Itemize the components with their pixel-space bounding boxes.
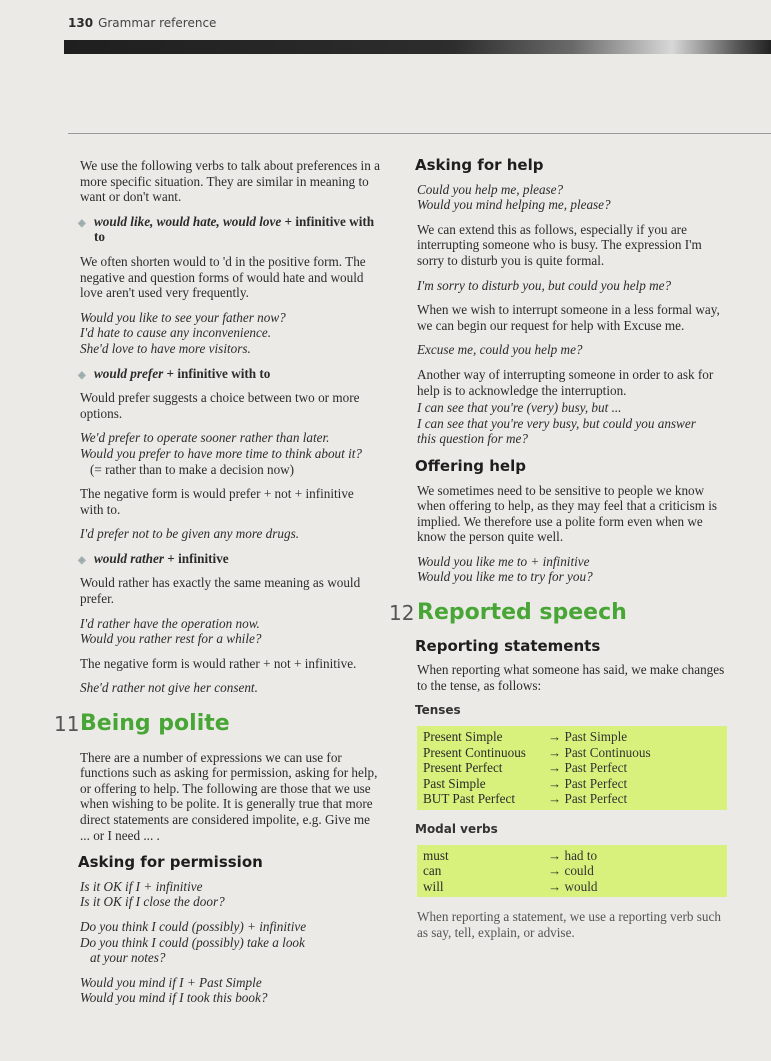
bullet-main: would like, would hate, would love — [94, 213, 282, 229]
modal-from: will — [423, 878, 444, 894]
page-number: 130 — [68, 16, 94, 30]
tense-from: BUT Past Perfect — [423, 791, 516, 807]
example: I'd prefer not to be given any more drugs. — [80, 526, 300, 542]
example: Do you think I could (possibly) + infinitive — [80, 918, 307, 934]
bullet-rest: + infinitive with to — [94, 213, 375, 245]
example: Would you rather rest for a while? — [80, 631, 262, 647]
heading-reporting-statements: Reporting statements — [415, 636, 601, 655]
paragraph: Another way of interrupting someone in order to ask for help is to acknowledge the interruption. — [417, 366, 714, 398]
paragraph: The negative form is would rather + not + infinitive. — [80, 655, 357, 671]
tenses-label: Tenses — [415, 703, 461, 718]
paragraph: Would prefer suggests a choice between two or more options. — [80, 390, 360, 421]
example-block — [80, 526, 380, 542]
modal-to: → could — [548, 863, 594, 879]
example: Would you like me to + infinitive — [417, 553, 590, 569]
paragraph: We often shorten would to 'd in the positive form. The negative and question forms of would hate and would love aren't used very frequently. — [80, 253, 366, 301]
table-row — [423, 729, 721, 745]
bullet-rest: + infinitive with to — [166, 365, 271, 381]
bullet-icon: ◈ — [78, 554, 86, 566]
example-block — [80, 310, 380, 357]
example: Do you think I could (possibly) take a look — [80, 934, 305, 950]
example: Is it OK if I + infinitive — [80, 878, 203, 894]
example-block — [417, 554, 727, 585]
example-block — [80, 680, 380, 696]
example: Would you prefer to have more time to think about it? — [80, 445, 363, 461]
paragraph: We can extend this as follows, especially if you are interrupting someone who is busy. The expression I'm sorry to disturb you is quite formal. — [417, 221, 702, 268]
left-column — [54, 158, 380, 1015]
tense-to: → Past Perfect — [548, 791, 628, 807]
example-block — [417, 342, 727, 358]
heading-offering-help: Offering help — [415, 456, 526, 475]
tense-to: → Past Perfect — [548, 775, 628, 791]
modal-from: must — [423, 847, 449, 863]
example-block — [417, 182, 727, 213]
example: at your notes? — [90, 950, 166, 966]
tense-from: Present Continuous — [423, 744, 526, 760]
paragraph: We sometimes need to be sensitive to people we know when offering to help, as they may feel that a criticism is implied. We therefore use a polite form even when we know the person quite well. — [417, 482, 718, 545]
header-title: Grammar reference — [98, 16, 217, 30]
example: I'd rather have the operation now. — [80, 615, 260, 631]
table-row — [423, 776, 721, 792]
paragraph: Would rather has exactly the same meaning as would prefer. — [80, 575, 361, 607]
bullet-main: would rather — [94, 550, 164, 566]
tense-to: → Past Continuous — [548, 744, 651, 760]
example: She'd rather not give her consent. — [80, 680, 258, 696]
paragraph: When reporting a statement, we use a reporting verb such as say, tell, explain, or advise. — [417, 909, 721, 940]
table-row — [423, 745, 721, 761]
table-row — [423, 863, 721, 879]
tense-to: → Past Simple — [548, 729, 628, 745]
bullet-icon: ◈ — [78, 217, 86, 229]
section-number: 12 — [389, 601, 415, 626]
modal-from: can — [423, 863, 442, 879]
example: Would you like me to try for you? — [417, 569, 593, 585]
table-row — [423, 848, 721, 864]
example-block — [417, 400, 727, 447]
tenses-table — [417, 726, 727, 810]
example-block — [80, 919, 380, 966]
section-number: 11 — [54, 712, 80, 737]
page-header — [68, 16, 216, 31]
example-block — [80, 879, 380, 910]
bullet-main: would prefer — [94, 365, 164, 381]
example: Excuse me, could you help me? — [417, 342, 583, 358]
intro-paragraph: We use the following verbs to talk about preferences in a more specific situation. They are similar in meaning to want or don't want. — [80, 158, 380, 205]
example-block — [80, 616, 380, 647]
example: Is it OK if I close the door? — [80, 894, 225, 910]
modal-verbs-label: Modal verbs — [415, 822, 498, 836]
right-column — [389, 156, 727, 950]
example-block — [80, 430, 380, 477]
example: Would you like to see your father now? — [80, 309, 286, 325]
tense-from: Past Simple — [423, 775, 486, 791]
tense-from: Present Simple — [423, 729, 503, 745]
table-row — [423, 760, 721, 776]
example: this question for me? — [417, 431, 528, 447]
modal-to: → had to — [548, 847, 598, 863]
divider-rule — [68, 133, 771, 134]
header-bar — [64, 40, 771, 54]
table-row — [423, 879, 721, 895]
example-block — [80, 975, 380, 1006]
modal-to: → would — [548, 878, 598, 894]
example: I can see that you're (very) busy, but ... — [417, 400, 622, 416]
section-title: Reported speech — [417, 600, 627, 626]
example: I'd hate to cause any inconvenience. — [80, 325, 272, 341]
example: Would you mind if I took this book? — [80, 990, 268, 1006]
example-note: (= rather than to make a decision now) — [90, 461, 295, 477]
bullet-would-prefer — [78, 365, 380, 382]
example: I can see that you're very busy, but could you answer — [417, 415, 696, 431]
bullet-would-like — [78, 213, 380, 245]
tense-from: Present Perfect — [423, 760, 503, 776]
section-title: Being polite — [80, 711, 230, 737]
example: We'd prefer to operate sooner rather than later. — [80, 430, 330, 446]
example-block — [417, 278, 727, 294]
example: Would you mind if I + Past Simple — [80, 974, 262, 990]
bullet-rest: + infinitive — [167, 550, 229, 566]
table-row — [423, 791, 721, 807]
tense-to: → Past Perfect — [548, 760, 628, 776]
paragraph: There are a number of expressions we can use for functions such as asking for permission, asking for help, or offering to help. The following are those that we use when wishing to be polite. It is generally true that more direct statements are considered impolite, e.g. Give me ... or I need ... . — [80, 749, 378, 843]
paragraph: The negative form is would prefer + not + infinitive with to. — [80, 486, 354, 517]
example: Would you mind helping me, please? — [417, 197, 611, 213]
heading-asking-permission: Asking for permission — [78, 853, 263, 872]
example: Could you help me, please? — [417, 181, 564, 197]
paragraph: When reporting what someone has said, we make changes to the tense, as follows: — [417, 662, 725, 693]
bullet-would-rather — [78, 550, 380, 567]
example: I'm sorry to disturb you, but could you help me? — [417, 277, 672, 293]
heading-asking-help: Asking for help — [415, 156, 544, 174]
modal-verbs-table — [417, 845, 727, 898]
section-heading-12 — [389, 600, 727, 626]
section-heading-11 — [54, 711, 380, 737]
paragraph: When we wish to interrupt someone in a less formal way, we can begin our request for help with Excuse me. — [417, 302, 720, 333]
example: She'd love to have more visitors. — [80, 340, 251, 356]
bullet-icon: ◈ — [78, 369, 86, 381]
